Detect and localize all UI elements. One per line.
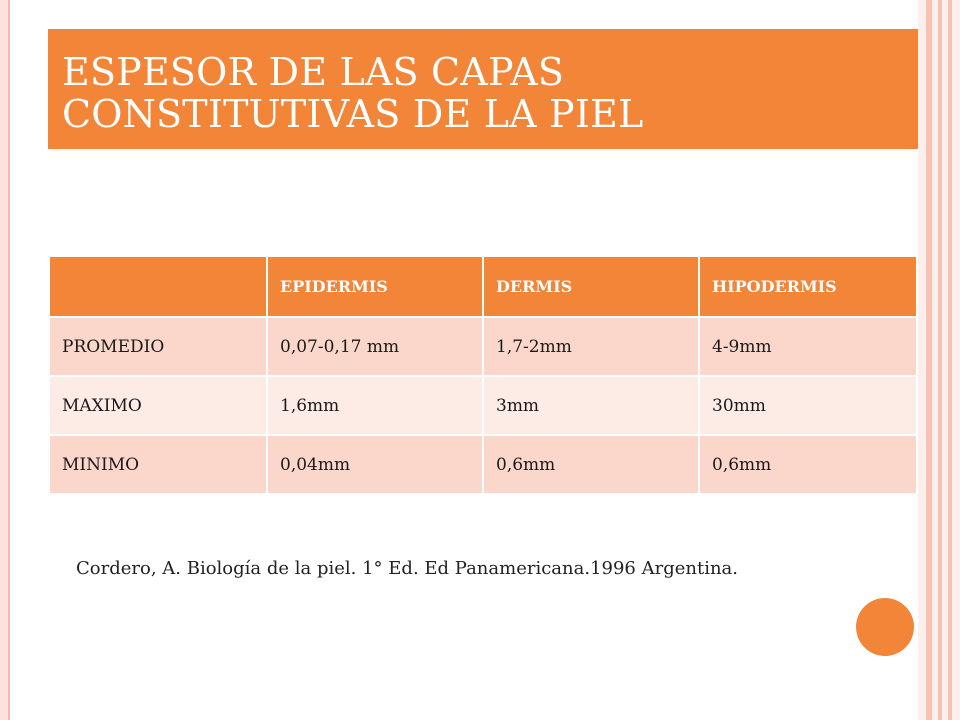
slide-title-line-2: CONSTITUTIVAS DE LA PIEL [62,92,644,136]
decorative-circle [856,598,914,656]
frame-stripe [938,0,942,720]
row-label: MINIMO [50,435,267,494]
header-cell-epidermis: EPIDERMIS [267,257,483,317]
table-cell: 1,7-2mm [483,317,699,376]
frame-stripe [926,0,932,720]
table-row [50,317,916,376]
table-header-row [50,257,916,317]
source-citation: Cordero, A. Biología de la piel. 1° Ed. Ed Panamericana.1996 Argentina. [76,558,739,579]
table-row [50,376,916,435]
thickness-table [50,257,916,495]
row-label: MAXIMO [50,376,267,435]
table-cell: 0,6mm [699,435,916,494]
table-cell: 3mm [483,376,699,435]
table-cell: 0,04mm [267,435,483,494]
row-label: PROMEDIO [50,317,267,376]
table-row [50,435,916,494]
table-cell: 0,07-0,17 mm [267,317,483,376]
header-cell-empty [50,257,267,317]
slide-title [62,51,643,135]
table-cell: 4-9mm [699,317,916,376]
title-banner [48,29,918,149]
table-cell: 0,6mm [483,435,699,494]
table-cell: 30mm [699,376,916,435]
slide-title-line-1: ESPESOR DE LAS CAPAS [62,50,565,94]
header-cell-hipodermis: HIPODERMIS [699,257,916,317]
header-cell-dermis: DERMIS [483,257,699,317]
table-cell: 1,6mm [267,376,483,435]
frame-stripe [948,0,952,720]
right-frame-border [918,0,960,720]
left-frame-border [0,0,10,720]
